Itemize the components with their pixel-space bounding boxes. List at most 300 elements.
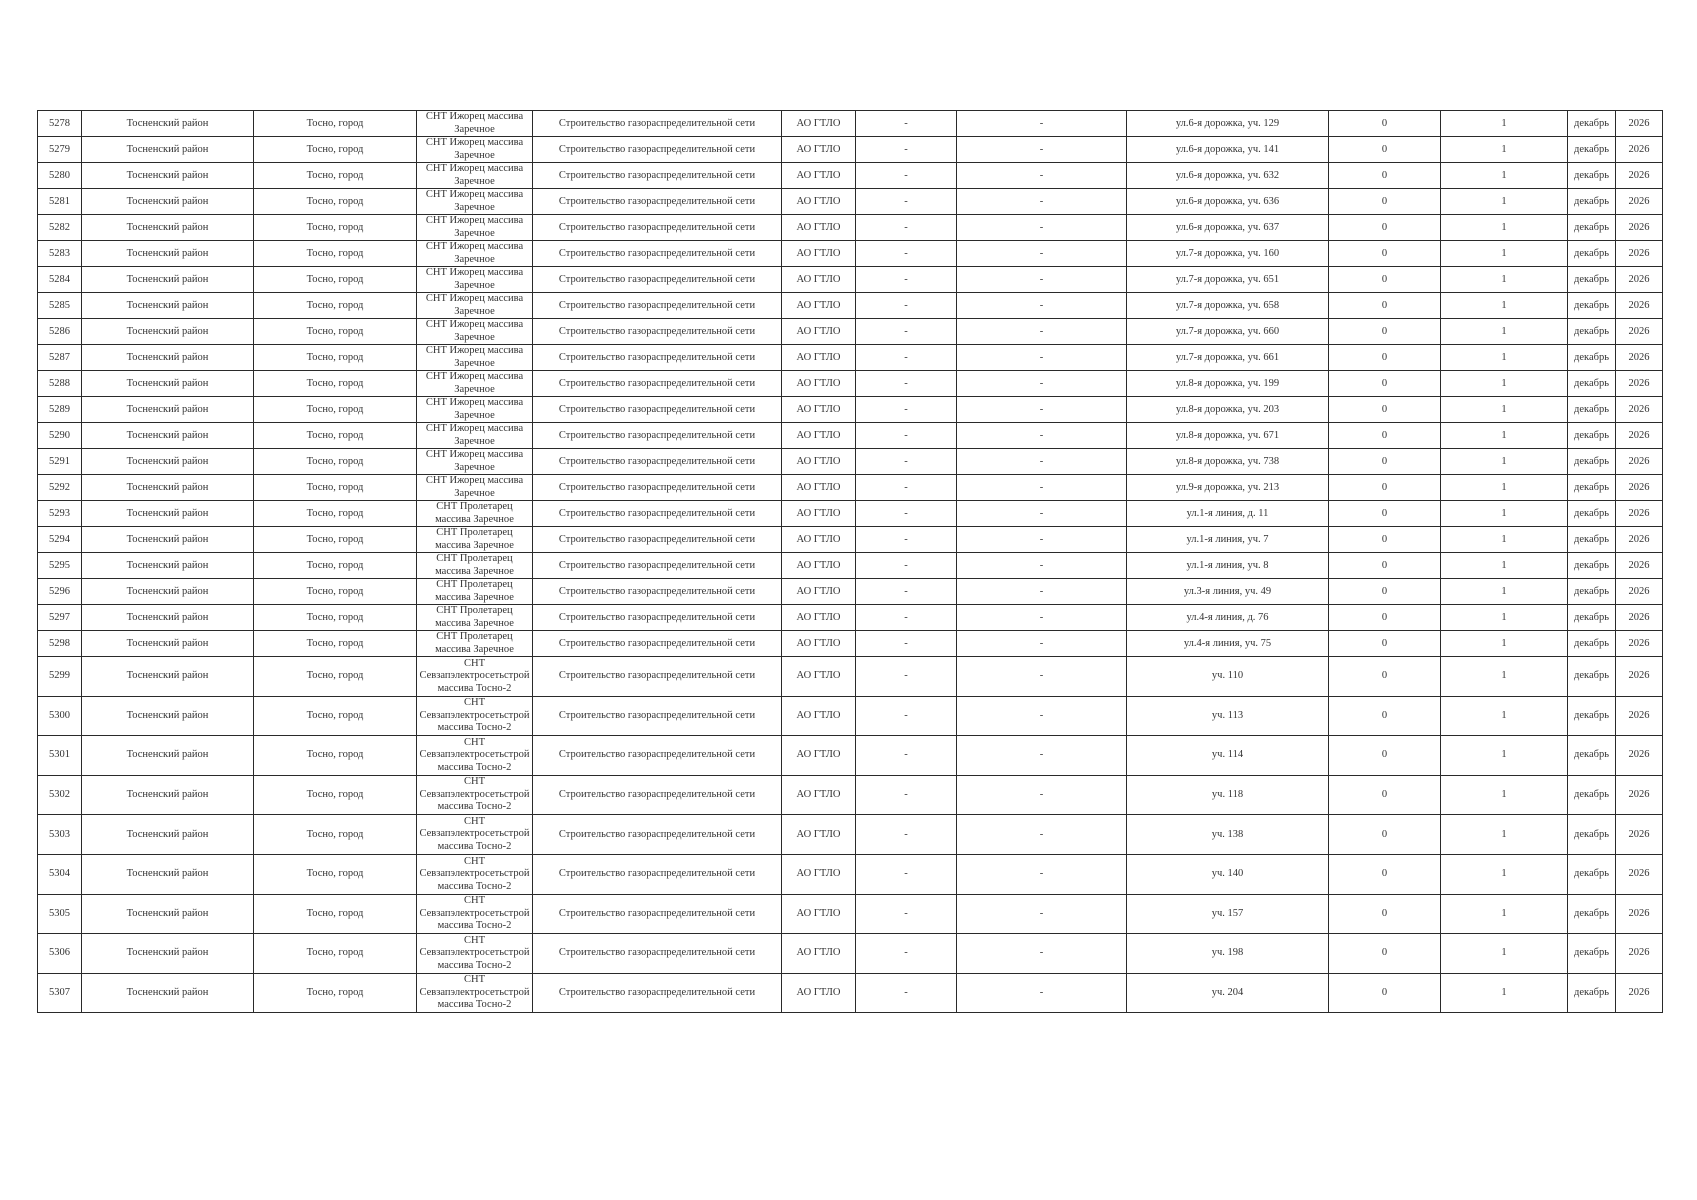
organization-cell: АО ГТЛО — [782, 696, 856, 736]
month-cell: декабрь — [1568, 423, 1616, 449]
table-row — [38, 527, 1663, 553]
snt-cell: СНТ Ижорец массива Заречное — [417, 163, 533, 189]
work-type-cell: Строительство газораспределительной сети — [533, 527, 782, 553]
organization-cell: АО ГТЛО — [782, 854, 856, 894]
address-cell: ул.4-я линия, д. 76 — [1127, 605, 1329, 631]
address-cell: ул.6-я дорожка, уч. 129 — [1127, 111, 1329, 137]
work-type-cell: Строительство газораспределительной сети — [533, 345, 782, 371]
organization-cell: АО ГТЛО — [782, 163, 856, 189]
row-number: 5300 — [38, 696, 82, 736]
year-cell: 2026 — [1616, 527, 1663, 553]
settlement-cell: Тосно, город — [254, 189, 417, 215]
organization-cell: АО ГТЛО — [782, 934, 856, 974]
work-type-cell: Строительство газораспределительной сети — [533, 579, 782, 605]
table-row — [38, 111, 1663, 137]
dash-cell: - — [856, 631, 957, 657]
count-one-cell: 1 — [1441, 475, 1568, 501]
count-zero-cell: 0 — [1329, 815, 1441, 855]
dash-cell: - — [957, 189, 1127, 215]
organization-cell: АО ГТЛО — [782, 449, 856, 475]
address-cell: уч. 114 — [1127, 736, 1329, 776]
settlement-cell: Тосно, город — [254, 501, 417, 527]
table-row — [38, 973, 1663, 1013]
snt-cell: СНТ Ижорец массива Заречное — [417, 397, 533, 423]
year-cell: 2026 — [1616, 267, 1663, 293]
snt-cell: СНТ Севзапэлектросетьстрой массива Тосно-2 — [417, 934, 533, 974]
month-cell: декабрь — [1568, 934, 1616, 974]
district-cell: Тосненский район — [82, 449, 254, 475]
count-one-cell: 1 — [1441, 973, 1568, 1013]
month-cell: декабрь — [1568, 894, 1616, 934]
row-number: 5297 — [38, 605, 82, 631]
dash-cell: - — [856, 423, 957, 449]
settlement-cell: Тосно, город — [254, 345, 417, 371]
count-zero-cell: 0 — [1329, 854, 1441, 894]
dash-cell: - — [957, 657, 1127, 697]
dash-cell: - — [957, 527, 1127, 553]
year-cell: 2026 — [1616, 579, 1663, 605]
district-cell: Тосненский район — [82, 815, 254, 855]
district-cell: Тосненский район — [82, 267, 254, 293]
organization-cell: АО ГТЛО — [782, 527, 856, 553]
count-zero-cell: 0 — [1329, 553, 1441, 579]
dash-cell: - — [856, 605, 957, 631]
address-cell: ул.8-я дорожка, уч. 671 — [1127, 423, 1329, 449]
count-zero-cell: 0 — [1329, 475, 1441, 501]
settlement-cell: Тосно, город — [254, 397, 417, 423]
row-number: 5307 — [38, 973, 82, 1013]
address-cell: ул.1-я линия, уч. 8 — [1127, 553, 1329, 579]
dash-cell: - — [957, 501, 1127, 527]
row-number: 5291 — [38, 449, 82, 475]
address-cell: ул.6-я дорожка, уч. 636 — [1127, 189, 1329, 215]
year-cell: 2026 — [1616, 293, 1663, 319]
count-one-cell: 1 — [1441, 631, 1568, 657]
month-cell: декабрь — [1568, 775, 1616, 815]
row-number: 5302 — [38, 775, 82, 815]
snt-cell: СНТ Пролетарец массива Заречное — [417, 605, 533, 631]
settlement-cell: Тосно, город — [254, 111, 417, 137]
dash-cell: - — [856, 657, 957, 697]
organization-cell: АО ГТЛО — [782, 605, 856, 631]
settlement-cell: Тосно, город — [254, 475, 417, 501]
work-type-cell: Строительство газораспределительной сети — [533, 319, 782, 345]
snt-cell: СНТ Ижорец массива Заречное — [417, 215, 533, 241]
work-type-cell: Строительство газораспределительной сети — [533, 501, 782, 527]
table-row — [38, 215, 1663, 241]
month-cell: декабрь — [1568, 345, 1616, 371]
district-cell: Тосненский район — [82, 934, 254, 974]
year-cell: 2026 — [1616, 215, 1663, 241]
settlement-cell: Тосно, город — [254, 775, 417, 815]
dash-cell: - — [957, 449, 1127, 475]
organization-cell: АО ГТЛО — [782, 553, 856, 579]
table-row — [38, 631, 1663, 657]
district-cell: Тосненский район — [82, 501, 254, 527]
table-row — [38, 137, 1663, 163]
organization-cell: АО ГТЛО — [782, 657, 856, 697]
organization-cell: АО ГТЛО — [782, 371, 856, 397]
settlement-cell: Тосно, город — [254, 163, 417, 189]
table-row — [38, 934, 1663, 974]
year-cell: 2026 — [1616, 605, 1663, 631]
snt-cell: СНТ Севзапэлектросетьстрой массива Тосно-2 — [417, 736, 533, 776]
dash-cell: - — [856, 449, 957, 475]
count-zero-cell: 0 — [1329, 605, 1441, 631]
row-number: 5287 — [38, 345, 82, 371]
settlement-cell: Тосно, город — [254, 736, 417, 776]
month-cell: декабрь — [1568, 501, 1616, 527]
table-row — [38, 397, 1663, 423]
count-zero-cell: 0 — [1329, 696, 1441, 736]
district-cell: Тосненский район — [82, 423, 254, 449]
settlement-cell: Тосно, город — [254, 137, 417, 163]
month-cell: декабрь — [1568, 397, 1616, 423]
address-cell: ул.7-я дорожка, уч. 658 — [1127, 293, 1329, 319]
count-one-cell: 1 — [1441, 371, 1568, 397]
address-cell: ул.6-я дорожка, уч. 632 — [1127, 163, 1329, 189]
year-cell: 2026 — [1616, 475, 1663, 501]
row-number: 5278 — [38, 111, 82, 137]
count-one-cell: 1 — [1441, 527, 1568, 553]
address-cell: уч. 140 — [1127, 854, 1329, 894]
organization-cell: АО ГТЛО — [782, 973, 856, 1013]
snt-cell: СНТ Пролетарец массива Заречное — [417, 553, 533, 579]
year-cell: 2026 — [1616, 894, 1663, 934]
count-zero-cell: 0 — [1329, 189, 1441, 215]
district-cell: Тосненский район — [82, 189, 254, 215]
address-cell: ул.6-я дорожка, уч. 141 — [1127, 137, 1329, 163]
count-zero-cell: 0 — [1329, 934, 1441, 974]
snt-cell: СНТ Севзапэлектросетьстрой массива Тосно-2 — [417, 815, 533, 855]
snt-cell: СНТ Пролетарец массива Заречное — [417, 579, 533, 605]
table-row — [38, 736, 1663, 776]
organization-cell: АО ГТЛО — [782, 894, 856, 934]
year-cell: 2026 — [1616, 934, 1663, 974]
dash-cell: - — [957, 111, 1127, 137]
address-cell: ул.8-я дорожка, уч. 203 — [1127, 397, 1329, 423]
month-cell: декабрь — [1568, 657, 1616, 697]
row-number: 5290 — [38, 423, 82, 449]
settlement-cell: Тосно, город — [254, 215, 417, 241]
dash-cell: - — [957, 267, 1127, 293]
table-row — [38, 423, 1663, 449]
district-cell: Тосненский район — [82, 111, 254, 137]
organization-cell: АО ГТЛО — [782, 293, 856, 319]
snt-cell: СНТ Севзапэлектросетьстрой массива Тосно-2 — [417, 973, 533, 1013]
settlement-cell: Тосно, город — [254, 293, 417, 319]
work-type-cell: Строительство газораспределительной сети — [533, 973, 782, 1013]
dash-cell: - — [957, 775, 1127, 815]
data-table — [37, 110, 1663, 1013]
count-zero-cell: 0 — [1329, 397, 1441, 423]
row-number: 5283 — [38, 241, 82, 267]
row-number: 5303 — [38, 815, 82, 855]
count-one-cell: 1 — [1441, 815, 1568, 855]
count-one-cell: 1 — [1441, 657, 1568, 697]
table-row — [38, 371, 1663, 397]
table-row — [38, 319, 1663, 345]
count-zero-cell: 0 — [1329, 371, 1441, 397]
address-cell: уч. 113 — [1127, 696, 1329, 736]
work-type-cell: Строительство газораспределительной сети — [533, 736, 782, 776]
count-zero-cell: 0 — [1329, 449, 1441, 475]
snt-cell: СНТ Ижорец массива Заречное — [417, 189, 533, 215]
table-row — [38, 894, 1663, 934]
row-number: 5306 — [38, 934, 82, 974]
address-cell: ул.8-я дорожка, уч. 738 — [1127, 449, 1329, 475]
month-cell: декабрь — [1568, 736, 1616, 776]
count-one-cell: 1 — [1441, 293, 1568, 319]
district-cell: Тосненский район — [82, 397, 254, 423]
district-cell: Тосненский район — [82, 605, 254, 631]
snt-cell: СНТ Севзапэлектросетьстрой массива Тосно-2 — [417, 894, 533, 934]
snt-cell: СНТ Ижорец массива Заречное — [417, 345, 533, 371]
month-cell: декабрь — [1568, 371, 1616, 397]
work-type-cell: Строительство газораспределительной сети — [533, 815, 782, 855]
dash-cell: - — [957, 293, 1127, 319]
count-one-cell: 1 — [1441, 137, 1568, 163]
dash-cell: - — [957, 345, 1127, 371]
dash-cell: - — [856, 319, 957, 345]
table-row — [38, 449, 1663, 475]
dash-cell: - — [957, 696, 1127, 736]
snt-cell: СНТ Пролетарец массива Заречное — [417, 501, 533, 527]
count-one-cell: 1 — [1441, 111, 1568, 137]
year-cell: 2026 — [1616, 371, 1663, 397]
row-number: 5281 — [38, 189, 82, 215]
table-row — [38, 475, 1663, 501]
address-cell: ул.1-я линия, уч. 7 — [1127, 527, 1329, 553]
count-one-cell: 1 — [1441, 736, 1568, 776]
month-cell: декабрь — [1568, 267, 1616, 293]
snt-cell: СНТ Ижорец массива Заречное — [417, 241, 533, 267]
row-number: 5304 — [38, 854, 82, 894]
table-row — [38, 267, 1663, 293]
count-one-cell: 1 — [1441, 345, 1568, 371]
count-one-cell: 1 — [1441, 501, 1568, 527]
count-one-cell: 1 — [1441, 854, 1568, 894]
work-type-cell: Строительство газораспределительной сети — [533, 163, 782, 189]
dash-cell: - — [957, 815, 1127, 855]
dash-cell: - — [856, 973, 957, 1013]
table-row — [38, 775, 1663, 815]
dash-cell: - — [856, 241, 957, 267]
settlement-cell: Тосно, город — [254, 815, 417, 855]
snt-cell: СНТ Пролетарец массива Заречное — [417, 631, 533, 657]
count-zero-cell: 0 — [1329, 293, 1441, 319]
district-cell: Тосненский район — [82, 319, 254, 345]
snt-cell: СНТ Пролетарец массива Заречное — [417, 527, 533, 553]
organization-cell: АО ГТЛО — [782, 423, 856, 449]
dash-cell: - — [856, 501, 957, 527]
row-number: 5294 — [38, 527, 82, 553]
year-cell: 2026 — [1616, 397, 1663, 423]
organization-cell: АО ГТЛО — [782, 215, 856, 241]
dash-cell: - — [856, 371, 957, 397]
work-type-cell: Строительство газораспределительной сети — [533, 553, 782, 579]
dash-cell: - — [957, 241, 1127, 267]
dash-cell: - — [856, 111, 957, 137]
work-type-cell: Строительство газораспределительной сети — [533, 657, 782, 697]
settlement-cell: Тосно, город — [254, 657, 417, 697]
snt-cell: СНТ Ижорец массива Заречное — [417, 423, 533, 449]
organization-cell: АО ГТЛО — [782, 267, 856, 293]
count-one-cell: 1 — [1441, 579, 1568, 605]
month-cell: декабрь — [1568, 449, 1616, 475]
month-cell: декабрь — [1568, 973, 1616, 1013]
month-cell: декабрь — [1568, 527, 1616, 553]
dash-cell: - — [856, 736, 957, 776]
count-one-cell: 1 — [1441, 267, 1568, 293]
count-zero-cell: 0 — [1329, 527, 1441, 553]
month-cell: декабрь — [1568, 215, 1616, 241]
dash-cell: - — [856, 137, 957, 163]
year-cell: 2026 — [1616, 775, 1663, 815]
count-one-cell: 1 — [1441, 423, 1568, 449]
snt-cell: СНТ Ижорец массива Заречное — [417, 475, 533, 501]
table-row — [38, 854, 1663, 894]
count-zero-cell: 0 — [1329, 319, 1441, 345]
dash-cell: - — [856, 527, 957, 553]
settlement-cell: Тосно, город — [254, 854, 417, 894]
settlement-cell: Тосно, город — [254, 631, 417, 657]
settlement-cell: Тосно, город — [254, 319, 417, 345]
year-cell: 2026 — [1616, 137, 1663, 163]
address-cell: ул.4-я линия, уч. 75 — [1127, 631, 1329, 657]
address-cell: ул.3-я линия, уч. 49 — [1127, 579, 1329, 605]
row-number: 5279 — [38, 137, 82, 163]
row-number: 5280 — [38, 163, 82, 189]
year-cell: 2026 — [1616, 631, 1663, 657]
address-cell: ул.6-я дорожка, уч. 637 — [1127, 215, 1329, 241]
district-cell: Тосненский район — [82, 371, 254, 397]
work-type-cell: Строительство газораспределительной сети — [533, 189, 782, 215]
table-row — [38, 696, 1663, 736]
year-cell: 2026 — [1616, 189, 1663, 215]
year-cell: 2026 — [1616, 973, 1663, 1013]
snt-cell: СНТ Севзапэлектросетьстрой массива Тосно-2 — [417, 854, 533, 894]
dash-cell: - — [856, 815, 957, 855]
organization-cell: АО ГТЛО — [782, 319, 856, 345]
organization-cell: АО ГТЛО — [782, 397, 856, 423]
year-cell: 2026 — [1616, 111, 1663, 137]
district-cell: Тосненский район — [82, 553, 254, 579]
dash-cell: - — [856, 854, 957, 894]
dash-cell: - — [856, 345, 957, 371]
district-cell: Тосненский район — [82, 475, 254, 501]
table-row — [38, 815, 1663, 855]
district-cell: Тосненский район — [82, 241, 254, 267]
snt-cell: СНТ Севзапэлектросетьстрой массива Тосно-2 — [417, 775, 533, 815]
row-number: 5295 — [38, 553, 82, 579]
dash-cell: - — [856, 215, 957, 241]
address-cell: ул.7-я дорожка, уч. 661 — [1127, 345, 1329, 371]
work-type-cell: Строительство газораспределительной сети — [533, 894, 782, 934]
settlement-cell: Тосно, город — [254, 371, 417, 397]
table-row — [38, 605, 1663, 631]
count-one-cell: 1 — [1441, 934, 1568, 974]
count-one-cell: 1 — [1441, 696, 1568, 736]
dash-cell: - — [957, 215, 1127, 241]
year-cell: 2026 — [1616, 423, 1663, 449]
work-type-cell: Строительство газораспределительной сети — [533, 371, 782, 397]
settlement-cell: Тосно, город — [254, 423, 417, 449]
count-one-cell: 1 — [1441, 163, 1568, 189]
month-cell: декабрь — [1568, 241, 1616, 267]
district-cell: Тосненский район — [82, 775, 254, 815]
dash-cell: - — [957, 605, 1127, 631]
dash-cell: - — [957, 397, 1127, 423]
settlement-cell: Тосно, город — [254, 934, 417, 974]
settlement-cell: Тосно, город — [254, 605, 417, 631]
month-cell: декабрь — [1568, 293, 1616, 319]
district-cell: Тосненский район — [82, 137, 254, 163]
year-cell: 2026 — [1616, 345, 1663, 371]
count-zero-cell: 0 — [1329, 973, 1441, 1013]
row-number: 5298 — [38, 631, 82, 657]
dash-cell: - — [957, 553, 1127, 579]
address-cell: ул.9-я дорожка, уч. 213 — [1127, 475, 1329, 501]
count-one-cell: 1 — [1441, 215, 1568, 241]
address-cell: ул.7-я дорожка, уч. 160 — [1127, 241, 1329, 267]
year-cell: 2026 — [1616, 319, 1663, 345]
dash-cell: - — [856, 934, 957, 974]
district-cell: Тосненский район — [82, 345, 254, 371]
count-one-cell: 1 — [1441, 241, 1568, 267]
dash-cell: - — [957, 319, 1127, 345]
snt-cell: СНТ Ижорец массива Заречное — [417, 449, 533, 475]
row-number: 5305 — [38, 894, 82, 934]
count-zero-cell: 0 — [1329, 345, 1441, 371]
organization-cell: АО ГТЛО — [782, 189, 856, 215]
table-row — [38, 163, 1663, 189]
dash-cell: - — [856, 475, 957, 501]
dash-cell: - — [957, 137, 1127, 163]
month-cell: декабрь — [1568, 854, 1616, 894]
work-type-cell: Строительство газораспределительной сети — [533, 775, 782, 815]
dash-cell: - — [957, 475, 1127, 501]
count-zero-cell: 0 — [1329, 137, 1441, 163]
count-one-cell: 1 — [1441, 189, 1568, 215]
snt-cell: СНТ Ижорец массива Заречное — [417, 137, 533, 163]
year-cell: 2026 — [1616, 501, 1663, 527]
settlement-cell: Тосно, город — [254, 894, 417, 934]
district-cell: Тосненский район — [82, 293, 254, 319]
district-cell: Тосненский район — [82, 894, 254, 934]
organization-cell: АО ГТЛО — [782, 631, 856, 657]
count-zero-cell: 0 — [1329, 423, 1441, 449]
year-cell: 2026 — [1616, 736, 1663, 776]
table-row — [38, 579, 1663, 605]
address-cell: уч. 110 — [1127, 657, 1329, 697]
organization-cell: АО ГТЛО — [782, 736, 856, 776]
table-row — [38, 553, 1663, 579]
count-one-cell: 1 — [1441, 319, 1568, 345]
district-cell: Тосненский район — [82, 527, 254, 553]
month-cell: декабрь — [1568, 553, 1616, 579]
year-cell: 2026 — [1616, 696, 1663, 736]
count-zero-cell: 0 — [1329, 267, 1441, 293]
work-type-cell: Строительство газораспределительной сети — [533, 293, 782, 319]
count-one-cell: 1 — [1441, 894, 1568, 934]
table-row — [38, 345, 1663, 371]
address-cell: уч. 118 — [1127, 775, 1329, 815]
dash-cell: - — [856, 696, 957, 736]
year-cell: 2026 — [1616, 815, 1663, 855]
month-cell: декабрь — [1568, 319, 1616, 345]
dash-cell: - — [957, 371, 1127, 397]
